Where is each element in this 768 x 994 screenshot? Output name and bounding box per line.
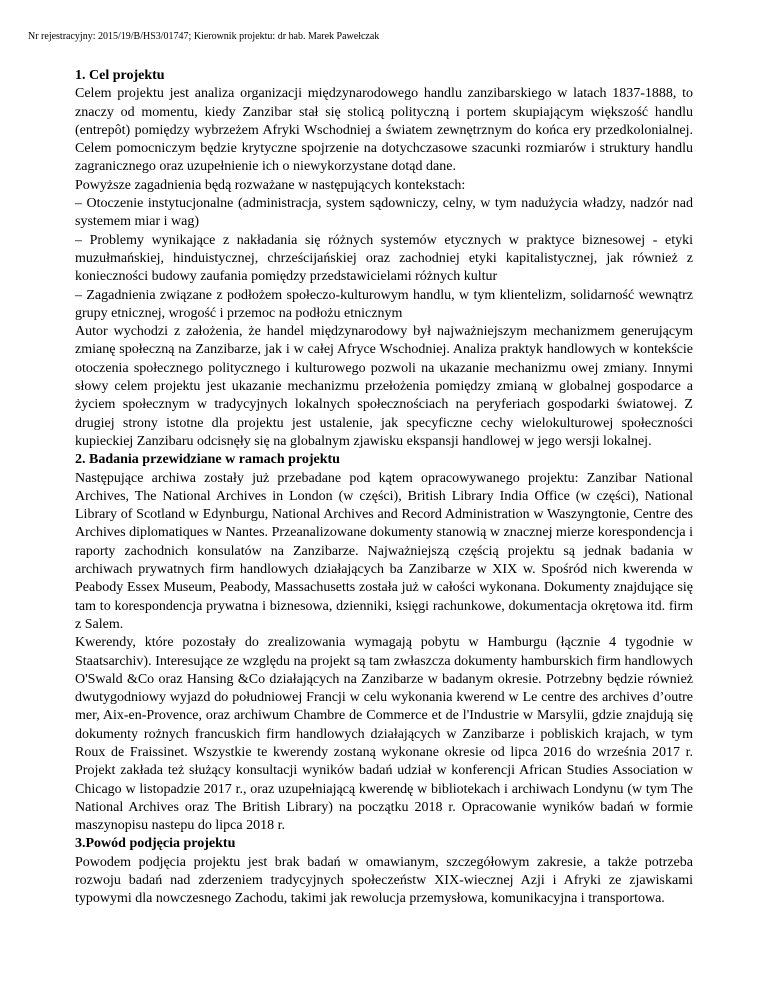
section-1-contexts-intro: Powyższe zagadnienia będą rozważane w następujących kontekstach: — [75, 177, 466, 193]
section-1-intro: Celem projektu jest analiza organizacji międzynarodowego handlu zanzibarskiego w latach 1837-1888, to znaczy od momentu, kiedy Zanzibar stał się stolicą polityczną i portem skupiającym większość handlu (entrepôt) pomiędzy wybrzeżem Afryki Wschodniej a światem zewnętrznym do końca ery przedkolonialnej. Celem pomocniczym będzie krytyczne spojrzenie na dotychczasowe szacunki rozmiarów i struktury handlu zagranicznego oraz uzupełnienie ich o niewykorzystane dotąd dane. — [75, 86, 693, 175]
document-body — [75, 67, 693, 909]
section-3-paragraph: Powodem podjęcia projektu jest brak badań w omawianym, szczegółowym zakresie, a także potrzeba rozwoju badań nad zderzeniem tradycyjnych społeczeństw XIX-wiecznej Azji i Afryki ze zjawiskami typowymi dla nowczesnego Zachodu, takimi jak rewolucja przemysłowa, komunikacyjna i transportowa. — [75, 854, 693, 907]
section-2-heading: 2. Badania przewidziane w ramach projektu — [75, 452, 340, 468]
section-1-conclusion: Autor wychodzi z założenia, że handel międzynarodowy był najważniejszym mechanizmem generującym zmianę społeczną na Zanzibarze, jak i w całej Afryce Wschodniej. Analiza praktyk handlowych w kontekście otoczenia społecznego politycznego i kulturowego pozwoli na ukazanie mechanizmu owej zmiany. Innymi słowy celem projektu jest ukazanie mechanizmu przełożenia pomiędzy zmianą w globalnej gospodarce a życiem społecznym w tradycyjnych lokalnych społecznościach na peryferiach gospodarki światowej. Z drugiej strony istotne dla projektu jest ustalenie, jak specyficzne cechy wielokulturowej społeczności kupieckiej Zanzibaru odcisnęły się na globalnym zjawisku ekspansji handlowej w jego wersji lokalnej. — [75, 324, 693, 449]
section-2-paragraph-1: Następujące archiwa zostały już przebadane pod kątem opracowywanego projektu: Zanzibar National Archives, The National Archives in London (w części), British Library India Office (w części), National Library of Scotland w Edynburgu, National Archives and Record Administration w Waszyngtonie, Centre des Archives diplomatiques w Nantes. Przeanalizowane dokumenty stanowią w znacznej mierze korespondencja i raporty zachodnich konsulatów na Zanzibarze. Najważniejszą częścią projektu są jednak badania w archiwach prywatnych firm handlowych działających ba Zanzibarze w XIX w. Spośród nich kwerenda w Peabody Essex Museum, Peabody, Massachusetts została już w całości wykonana. Dokumenty znajdujące się tam to korespondencja prywatna i biznesowa, dzienniki, księgi rachunkowe, dokumentacja okrętowa itd. firm z Salem. — [75, 470, 693, 632]
section-3-heading: 3.Powód podjęcia projektu — [75, 836, 236, 852]
context-item-ethics: – Problemy wynikające z nakładania się różnych systemów etycznych w praktyce biznesowej - etyki muzułmańskiej, hinduistycznej, chrześcijańskiej oraz zachodniej etyki kapitalistycznej, jak również z konieczności budowy zaufania pomiędzy przedstawicielami różnych kultur — [75, 232, 693, 285]
page-header: Nr rejestracyjny: 2015/19/B/HS3/01747; Kierownik projektu: dr hab. Marek Pawełczak — [28, 31, 380, 42]
section-2-paragraph-2: Kwerendy, które pozostały do zrealizowania wymagają pobytu w Hamburgu (łącznie 4 tygodnie w Staatsarchiv). Interesujące ze względu na projekt są tam zwłaszcza dokumenty hamburskich firm handlowych O'Swald &Co oraz Hansing &Co działających na Zanzibarze w badanym okresie. Potrzebny będzie również dwutygodniowy wyjazd do południowej Francji w celu wykonania kwerend w Le centre des archives d’outre mer, Aix-en-Provence, oraz archiwum Chambre de Commerce et de l'Industrie w Marsylii, gdzie znajdują się dokumenty rożnych francuskich firm handlowych działających w Zanzibarze i pobliskich krajach, w tym Roux de Fraissinet. Wszystkie te kwerendy zostaną wykonane okresie od lipca 2016 do września 2017 r. Projekt zakłada też służący konsultacji wyników badań udział w konferencji African Studies Association w Chicago w listopadzie 2017 r., oraz uzupełniającą kwerendę w bibliotekach i archiwach Londynu (w tym The National Archives oraz The British Library) na początku 2018 r. Opracowanie wyników badań w formie maszynopisu nastepu do lipca 2018 r. — [75, 635, 693, 834]
context-item-institutional: – Otoczenie instytucjonalne (administracja, system sądowniczy, celny, w tym nadużycia władzy, nadzór nad systemem miar i wag) — [75, 196, 693, 230]
context-item-sociocultural: – Zagadnienia związane z podłożem społeczo-kulturowym handlu, w tym klientelizm, solidarność wewnątrz grupy etnicznej, wrogość i przemoc na podłożu etnicznym — [75, 287, 693, 321]
section-1-heading: 1. Cel projektu — [75, 68, 165, 83]
